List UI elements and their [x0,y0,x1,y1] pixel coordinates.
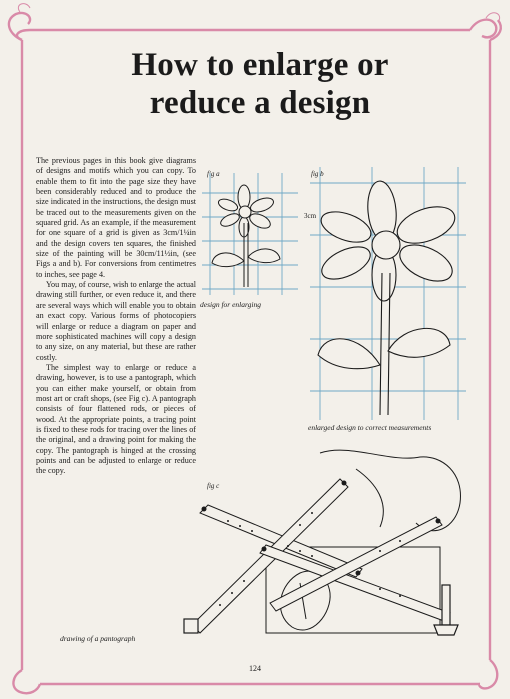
fig-c-label: fig c [207,482,220,490]
fig-b-label: fig b [311,170,324,178]
measurement-label: 3cm [304,212,317,220]
title-line-1: How to enlarge or [131,47,389,83]
figure-a-small-flower-grid [200,165,306,305]
figure-c-pantograph [180,443,480,643]
fig-b-caption: enlarged design to correct measurements [308,423,432,432]
body-text-column [36,156,196,477]
page-title [60,46,460,122]
fig-a-caption: design for enlarging [200,300,261,309]
paragraph: You may, of course, wish to enlarge the actual drawing still further, or even reduce it, and there are several ways which will enable you to obtain an exact copy. Various forms of photocopiers will enlarge or reduce a diagram on paper and more sophisticated machines will copy a design to any size, on any material, but these are rather costly. [36,280,196,362]
paragraph: The previous pages in this book give diagrams of designs and motifs which you can copy. To enable them to fit into the page size they have been considerably reduced and to produce the size indicated in the instructions, the design must be traced out to the measurements given on the squared grid. As an example, if the measurement for one square of a grid is given as 3cm/1¼in and the design covers ten squares, the finished size of the painting will be 30cm/11½in, (see Figs a and b). For conversions from centimetres to inches, see page 4. [36,156,196,279]
figure-b-enlarged-flower-grid [300,165,470,423]
page-number: 124 [249,664,261,673]
fig-c-caption: drawing of a pantograph [60,634,136,643]
title-line-2: reduce a design [149,85,371,121]
paragraph: The simplest way to enlarge or reduce a drawing, however, is to use a pantograph, which you can either make yourself, or obtain from most art or craft shops, (see Fig c). A pantograph consists of four flattened rods, or pieces of wood. At the appropriate points, a tracing point is fixed to these rods for tracing over the lines of the original, and a drawing point for making the copy. The pantograph is hinged at the crossing points and can be adjusted to enlarge or reduce the copy. [36,362,196,476]
fig-a-label: fig a [207,170,220,178]
